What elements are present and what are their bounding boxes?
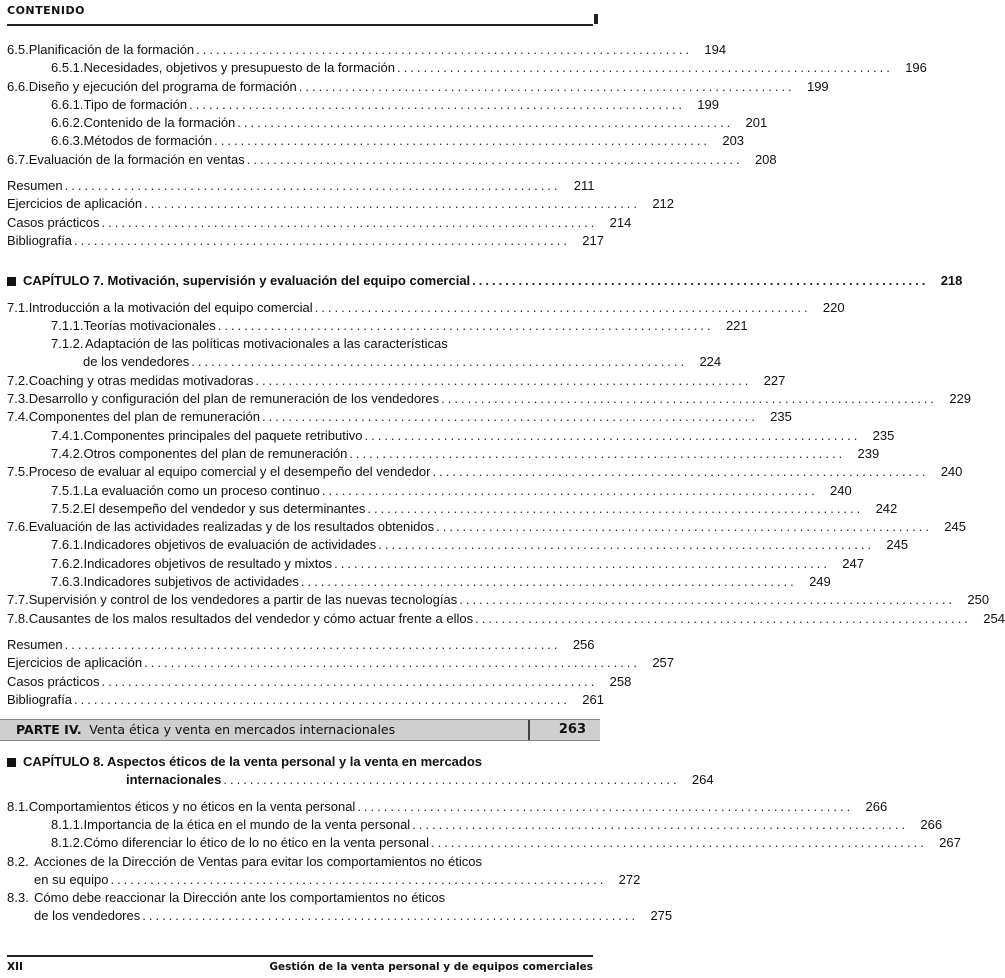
toc-entry-label: Evaluación de las actividades realizadas y de los resultados obtenidos <box>28 519 435 535</box>
toc-entry[interactable] <box>7 390 972 408</box>
dot-leader: ..................................................................... <box>472 273 929 289</box>
toc-entry[interactable] <box>7 853 592 871</box>
toc-entry-label: Diseño y ejecución del programa de formación <box>28 78 297 94</box>
toc-entry-label: Cómo diferenciar lo ético de lo no ético en la venta personal <box>83 835 429 851</box>
toc-entry-number: 6.7. <box>7 151 29 167</box>
part-iv-label: PARTE IV. <box>16 722 82 738</box>
toc-entry-page: 250 <box>967 592 990 608</box>
toc-entry-page: 235 <box>872 427 895 443</box>
dot-leader: ........................................................................... <box>357 798 854 814</box>
dot-leader: ........................................................................... <box>349 445 846 461</box>
dot-leader: ..................................................................... <box>223 772 680 788</box>
toc-entry-page: 247 <box>842 555 864 571</box>
toc-end-entry[interactable] <box>7 636 595 654</box>
toc-entry[interactable] <box>7 317 748 335</box>
dot-leader: ........................................................................... <box>74 691 570 707</box>
dot-leader: ........................................................................... <box>378 537 875 553</box>
toc-entry-page: 201 <box>745 115 768 131</box>
dot-leader: ........................................................................... <box>142 908 639 924</box>
toc-entry-number: 7.1.2. <box>51 336 84 352</box>
toc-entry[interactable] <box>7 573 831 591</box>
toc-entry-label: Desarrollo y configuración del plan de remuneración de los vendedores <box>28 391 440 407</box>
dot-leader: ........................................................................... <box>436 519 932 535</box>
toc-entry-page: 229 <box>949 391 972 407</box>
toc-entry-page: 239 <box>857 445 880 461</box>
running-foot-title: Gestión de la venta personal y de equipos comerciales <box>269 961 593 973</box>
dot-leader: ........................................................................... <box>334 555 830 571</box>
toc-entry-label: Planificación de la formación <box>28 42 195 57</box>
toc-entry-label: Introducción a la motivación del equipo comercial <box>28 299 313 315</box>
table-of-contents <box>7 41 1005 926</box>
part-iv-title: Venta ética y venta en mercados internacionales <box>89 722 396 738</box>
toc-entry-page: 275 <box>650 908 673 924</box>
toc-entry-number: 6.6. <box>7 78 29 94</box>
toc-entry-label: de los vendedores <box>83 354 190 370</box>
toc-section-7 <box>7 299 1005 628</box>
toc-chapter-7-end-matter <box>7 636 675 709</box>
toc-entry[interactable] <box>7 114 768 132</box>
part-iv-banner[interactable] <box>0 719 600 741</box>
chapter-8-heading[interactable] <box>7 753 592 771</box>
dot-leader: ........................................................................... <box>412 816 909 832</box>
toc-entry-number: 7.4. <box>7 409 29 425</box>
chapter-8-heading-cont[interactable] <box>7 771 714 789</box>
toc-entry-label: Acciones de la Dirección de Ventas para evitar los comportamientos no éticos <box>34 853 483 869</box>
dot-leader: ........................................................................... <box>255 372 752 388</box>
toc-entry[interactable] <box>7 78 829 96</box>
bullet-square-icon <box>7 277 16 286</box>
toc-entry[interactable] <box>7 299 845 317</box>
toc-entry-page: 267 <box>939 835 961 851</box>
toc-entry[interactable] <box>7 96 719 114</box>
toc-entry-number: 7.7. <box>7 592 29 608</box>
dot-leader: ........................................................................... <box>101 673 598 689</box>
toc-entry-page: 266 <box>920 816 943 832</box>
toc-entry-number: 7.5.1. <box>51 482 84 498</box>
dot-leader: ........................................................................... <box>196 42 693 57</box>
toc-section-8 <box>7 798 961 926</box>
toc-end-entry[interactable] <box>7 691 604 709</box>
toc-entry-label: Casos prácticos <box>7 673 100 689</box>
toc-entry-label: Causantes de los malos resultados del vendedor y cómo actuar frente a ellos <box>28 610 474 626</box>
toc-entry-number: 7.8. <box>7 610 29 626</box>
toc-end-entry[interactable] <box>7 195 675 213</box>
dot-leader: ........................................................................... <box>475 610 971 626</box>
toc-entry-label: Indicadores objetivos de resultado y mixtos <box>83 555 333 571</box>
dot-leader: ........................................................................... <box>298 78 795 94</box>
toc-entry[interactable] <box>7 871 641 889</box>
toc-entry-number: 7.4.1. <box>51 427 84 443</box>
toc-entry[interactable] <box>7 500 898 518</box>
dot-leader: ........................................................................... <box>364 427 861 443</box>
toc-entry-page: 245 <box>944 519 966 535</box>
bullet-square-icon <box>7 758 16 767</box>
dot-leader: ........................................................................... <box>74 232 570 248</box>
page-footer <box>7 955 593 975</box>
toc-entry-number: 7.6.3. <box>51 574 84 590</box>
toc-entry-number: 7.5.2. <box>51 500 84 516</box>
toc-entry-label: Evaluación de la formación en ventas <box>28 151 245 167</box>
chapter-7-heading[interactable] <box>7 272 963 290</box>
toc-entry-page: 203 <box>722 133 745 149</box>
toc-entry-page: 258 <box>609 673 632 689</box>
toc-entry-number: 6.5. <box>7 42 29 57</box>
toc-entry-label: Resumen <box>7 178 63 194</box>
toc-entry-label: Supervisión y control de los vendedores a partir de las nuevas tecnologías <box>28 592 458 608</box>
toc-end-entry[interactable] <box>7 214 632 232</box>
toc-entry-label: Comportamientos éticos y no éticos en la venta personal <box>28 798 356 814</box>
toc-entry[interactable] <box>7 59 927 77</box>
toc-entry-page: 212 <box>652 196 675 212</box>
toc-entry-label: Teorías motivacionales <box>83 317 216 333</box>
toc-end-entry[interactable] <box>7 654 675 672</box>
dot-leader: ........................................................................... <box>432 464 929 480</box>
toc-entry-label: en su equipo <box>34 871 109 887</box>
toc-entry-page: 245 <box>886 537 909 553</box>
toc-entry[interactable] <box>7 610 1005 628</box>
toc-entry[interactable] <box>7 463 963 481</box>
toc-entry-number: 8.1. <box>7 798 29 814</box>
toc-entry-label: Ejercicios de aplicación <box>7 196 143 212</box>
chapter-8-title-cont: internacionales <box>126 772 222 788</box>
toc-entry-page: 240 <box>940 464 963 480</box>
toc-entry-label: Coaching y otras medidas motivadoras <box>28 372 254 388</box>
dot-leader: ........................................................................... <box>110 871 607 887</box>
running-head: CONTENIDO <box>7 4 85 17</box>
toc-entry-page: 208 <box>754 151 777 167</box>
toc-entry-label: El desempeño del vendedor y sus determinantes <box>83 500 366 516</box>
toc-entry-label: Bibliografía <box>7 691 73 707</box>
part-iv-page: 263 <box>558 722 586 738</box>
toc-end-entry[interactable] <box>7 673 632 691</box>
dot-leader: ........................................................................... <box>189 96 685 112</box>
dot-leader: ........................................................................... <box>144 655 641 671</box>
toc-entry[interactable] <box>7 335 592 353</box>
toc-entry-label: La evaluación como un proceso continuo <box>83 482 320 498</box>
toc-entry-label: Resumen <box>7 636 63 652</box>
toc-entry[interactable] <box>7 907 673 925</box>
dot-leader: ........................................................................... <box>64 636 561 652</box>
toc-entry-number: 7.3. <box>7 391 29 407</box>
chapter-7-page: 218 <box>940 273 963 289</box>
toc-entry-page: 266 <box>865 798 888 814</box>
toc-entry-number: 7.1.1. <box>51 317 84 333</box>
toc-entry[interactable] <box>7 408 792 426</box>
toc-entry-number: 7.4.2. <box>51 445 84 461</box>
toc-entry-label: de los vendedores <box>34 908 141 924</box>
dot-leader: ........................................................................... <box>237 115 734 131</box>
toc-entry[interactable] <box>7 591 990 609</box>
toc-entry-label: Adaptación de las políticas motivacionales a las características <box>85 336 448 352</box>
page-number: XII <box>7 961 23 973</box>
toc-entry[interactable] <box>7 889 592 907</box>
toc-entry-page: 194 <box>704 42 727 57</box>
toc-entry-page: 211 <box>573 178 595 194</box>
toc-entry-label: Otros componentes del plan de remuneración <box>83 445 348 461</box>
dot-leader: ........................................................................... <box>191 354 688 370</box>
toc-entry-page: 221 <box>725 317 748 333</box>
toc-entry-label: Cómo debe reaccionar la Dirección ante los comportamientos no éticos <box>34 890 446 906</box>
dot-leader: ........................................................................... <box>217 317 714 333</box>
dot-leader: ........................................................................... <box>314 299 811 315</box>
dot-leader: ........................................................................... <box>144 196 641 212</box>
toc-entry-label: Casos prácticos <box>7 214 100 230</box>
toc-entry[interactable] <box>7 445 880 463</box>
toc-entry-page: 254 <box>983 610 1005 626</box>
toc-entry[interactable] <box>7 372 786 390</box>
toc-entry[interactable] <box>7 132 745 150</box>
toc-entry-page: 199 <box>697 96 719 112</box>
toc-entry-page: 242 <box>875 500 898 516</box>
toc-entry-number: 8.2. <box>7 853 29 869</box>
toc-entry[interactable] <box>7 536 909 554</box>
toc-entry[interactable] <box>7 41 727 59</box>
toc-entry[interactable] <box>7 353 722 371</box>
toc-entry-label: Componentes del plan de remuneración <box>28 409 260 425</box>
toc-entry-number: 7.6.1. <box>51 537 84 553</box>
dot-leader: ........................................................................... <box>441 391 938 407</box>
dot-leader: ........................................................................... <box>367 500 864 516</box>
dot-leader: ........................................................................... <box>261 409 758 425</box>
toc-entry[interactable] <box>7 798 888 816</box>
toc-entry-number: 7.6.2. <box>51 555 84 571</box>
toc-end-entry[interactable] <box>7 177 595 195</box>
toc-entry-number: 6.6.1. <box>51 96 84 112</box>
dot-leader: ........................................................................... <box>459 592 956 608</box>
toc-entry-number: 7.5. <box>7 464 29 480</box>
toc-entry-number: 7.1. <box>7 299 29 315</box>
toc-entry-page: 220 <box>822 299 845 315</box>
toc-entry-label: Importancia de la ética en el mundo de la venta personal <box>83 816 411 832</box>
dot-leader: ........................................................................... <box>321 482 818 498</box>
toc-entry-number: 8.1.2. <box>51 835 84 851</box>
toc-entry[interactable] <box>7 151 777 169</box>
toc-entry[interactable] <box>7 427 895 445</box>
toc-entry-number: 7.6. <box>7 519 29 535</box>
dot-leader: ........................................................................... <box>64 178 561 194</box>
toc-entry-page: 240 <box>830 482 852 498</box>
toc-entry-page: 227 <box>763 372 786 388</box>
toc-entry-label: Contenido de la formación <box>83 115 236 131</box>
dot-leader: ........................................................................... <box>300 574 797 590</box>
toc-entry-page: 249 <box>809 574 831 590</box>
toc-entry-number: 8.1.1. <box>51 816 84 832</box>
toc-chapter-6-end-matter <box>7 177 675 250</box>
toc-entry[interactable] <box>7 518 966 536</box>
toc-entry-page: 257 <box>652 655 675 671</box>
toc-entry[interactable] <box>7 555 864 573</box>
toc-entry-page: 214 <box>609 214 632 230</box>
toc-entry-page: 217 <box>582 232 604 248</box>
toc-entry-number: 7.2. <box>7 372 29 388</box>
dot-leader: ........................................................................... <box>214 133 711 149</box>
toc-entry[interactable] <box>7 834 961 852</box>
toc-entry-page: 235 <box>770 409 792 425</box>
toc-entry-page: 272 <box>618 871 641 887</box>
toc-entry-label: Tipo de formación <box>83 96 188 112</box>
toc-entry[interactable] <box>7 482 852 500</box>
toc-entry-page: 199 <box>806 78 829 94</box>
part-divider <box>528 720 530 740</box>
dot-leader: ........................................................................... <box>397 60 893 76</box>
chapter-8-title: CAPÍTULO 8. Aspectos éticos de la venta personal y la venta en mercados <box>23 754 483 770</box>
chapter-7-title: CAPÍTULO 7. Motivación, supervisión y evaluación del equipo comercial <box>23 273 471 289</box>
toc-entry-label: Bibliografía <box>7 232 73 248</box>
page-header <box>7 0 593 26</box>
toc-entry-label: Ejercicios de aplicación <box>7 655 143 671</box>
toc-entry-label: Proceso de evaluar al equipo comercial y el desempeño del vendedor <box>28 464 431 480</box>
toc-entry-number: 6.6.2. <box>51 115 84 131</box>
toc-entry-label: Indicadores objetivos de evaluación de actividades <box>83 537 377 553</box>
toc-entry[interactable] <box>7 816 943 834</box>
toc-entry-page: 256 <box>572 636 595 652</box>
toc-entry-number: 6.6.3. <box>51 133 84 149</box>
toc-entry-label: Componentes principales del paquete retributivo <box>83 427 363 443</box>
chapter-8-page: 264 <box>691 772 714 788</box>
toc-entry-page: 196 <box>905 60 927 76</box>
toc-section-6 <box>7 41 927 169</box>
toc-entry-number: 6.5.1. <box>51 60 84 76</box>
toc-entry-label: Necesidades, objetivos y presupuesto de la formación <box>83 60 395 76</box>
toc-end-entry[interactable] <box>7 232 604 250</box>
toc-entry-page: 224 <box>699 354 722 370</box>
dot-leader: ........................................................................... <box>246 151 743 167</box>
toc-entry-label: Métodos de formación <box>83 133 213 149</box>
header-edge-mark <box>594 14 598 24</box>
toc-entry-number: 8.3. <box>7 890 29 906</box>
toc-entry-page: 261 <box>582 691 604 707</box>
toc-entry-label: Indicadores subjetivos de actividades <box>83 574 299 590</box>
dot-leader: ........................................................................... <box>430 835 927 851</box>
dot-leader: ........................................................................... <box>101 214 598 230</box>
